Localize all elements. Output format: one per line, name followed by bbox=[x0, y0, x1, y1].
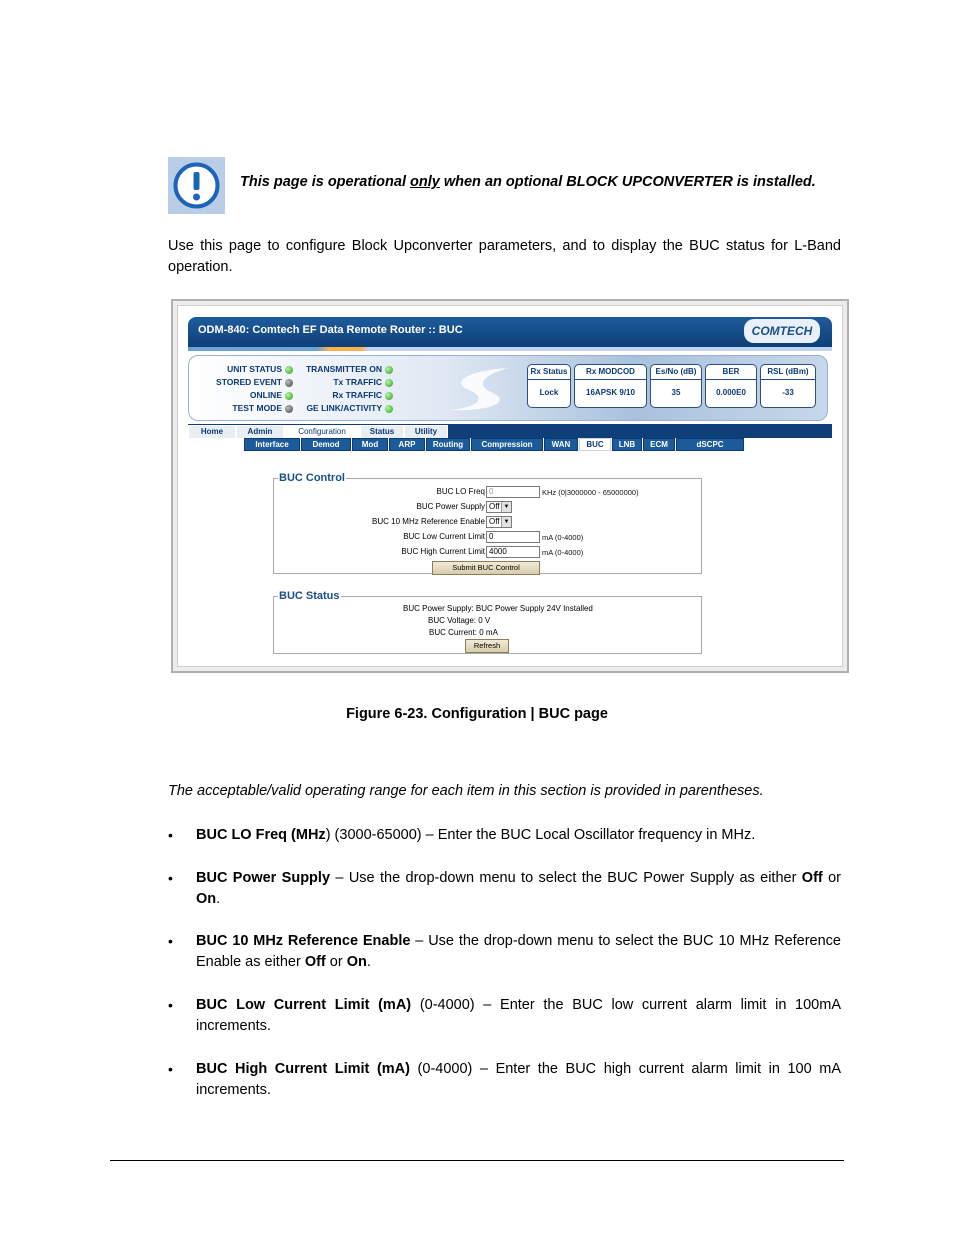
subtab-buc[interactable]: BUC bbox=[579, 438, 611, 451]
meter-ber: BER 0.000E0 bbox=[705, 364, 757, 408]
subtab-ecm[interactable]: ECM bbox=[643, 438, 675, 451]
high-limit-input[interactable]: 4000 bbox=[486, 546, 540, 558]
subtab-arp[interactable]: ARP bbox=[389, 438, 425, 451]
status-panel bbox=[188, 355, 828, 421]
window-title: ODM-840: Comtech EF Data Remote Router :: BUC bbox=[198, 324, 463, 336]
lo-freq-input[interactable]: 0 bbox=[486, 486, 540, 498]
ref-enable-select[interactable]: Off ▼ bbox=[486, 516, 512, 528]
footer-rule bbox=[110, 1160, 844, 1161]
buc-status-legend: BUC Status bbox=[279, 590, 340, 602]
subtab-mod[interactable]: Mod bbox=[352, 438, 388, 451]
main-tab-bar bbox=[188, 424, 832, 438]
figure-caption: Figure 6-23. Configuration | BUC page bbox=[346, 706, 608, 722]
meter-rsl: RSL (dBm) -33 bbox=[760, 364, 816, 408]
meter-esno: Es/No (dB) 35 bbox=[650, 364, 702, 408]
bullet-power-supply: • BUC Power Supply – Use the drop-down menu to select the BUC Power Supply as either Off or On. bbox=[168, 870, 841, 907]
lo-freq-label: BUC LO Freq bbox=[436, 487, 485, 496]
subtab-compression[interactable]: Compression bbox=[471, 438, 543, 451]
lo-freq-hint: KHz (0|3000000 - 65000000) bbox=[542, 488, 639, 497]
swoosh-graphic bbox=[439, 360, 524, 415]
led-ge-link: GE LINK/ACTIVITY bbox=[293, 403, 393, 413]
chevron-down-icon: ▼ bbox=[501, 517, 511, 527]
led-rx-traffic: Rx TRAFFIC bbox=[293, 390, 393, 400]
subtab-demod[interactable]: Demod bbox=[301, 438, 351, 451]
bullet-dot-icon: • bbox=[168, 827, 173, 843]
note-text: This page is operational only when an optional BLOCK UPCONVERTER is installed. bbox=[240, 174, 816, 190]
accent-bar bbox=[188, 347, 832, 351]
led-unit-status: UNIT STATUS bbox=[203, 364, 293, 374]
subtab-routing[interactable]: Routing bbox=[426, 438, 470, 451]
led-test-mode: TEST MODE bbox=[203, 403, 293, 413]
bullet-lo-freq: • BUC LO Freq (MHz) (3000-65000) – Enter the BUC Local Oscillator frequency in MHz. bbox=[168, 825, 841, 846]
range-note: The acceptable/valid operating range for each item in this section is provided in parentheses. bbox=[168, 783, 764, 799]
subtab-lnb[interactable]: LNB bbox=[612, 438, 642, 451]
tab-utility[interactable]: Utility bbox=[404, 425, 448, 439]
ref-enable-label: BUC 10 MHz Reference Enable bbox=[372, 517, 485, 526]
bullet-dot-icon: • bbox=[168, 933, 173, 949]
bullet-high-limit: • BUC High Current Limit (mA) (0-4000) – Enter the BUC high current alarm limit in 100 mA increments. bbox=[168, 1061, 841, 1098]
buc-control-form bbox=[273, 484, 700, 574]
led-stored-event: STORED EVENT bbox=[203, 377, 293, 387]
title-bar bbox=[188, 317, 832, 347]
meter-rx-status: Rx Status Lock bbox=[527, 364, 571, 408]
tab-admin[interactable]: Admin bbox=[236, 425, 284, 439]
tab-home[interactable]: Home bbox=[188, 425, 236, 439]
led-transmitter-on: TRANSMITTER ON bbox=[293, 364, 393, 374]
low-limit-label: BUC Low Current Limit bbox=[403, 532, 485, 541]
important-note-icon bbox=[168, 157, 225, 214]
bullet-dot-icon: • bbox=[168, 870, 173, 886]
low-limit-input[interactable]: 0 bbox=[486, 531, 540, 543]
buc-status-voltage: BUC Voltage: 0 V bbox=[428, 616, 491, 625]
buc-status-current: BUC Current: 0 mA bbox=[429, 628, 498, 637]
meter-rx-modcod: Rx MODCOD 16APSK 9/10 bbox=[574, 364, 647, 408]
chevron-down-icon: ▼ bbox=[501, 502, 511, 512]
high-limit-label: BUC High Current Limit bbox=[401, 547, 485, 556]
refresh-button[interactable]: Refresh bbox=[465, 639, 509, 653]
power-supply-label: BUC Power Supply bbox=[416, 502, 485, 511]
bullet-low-limit: • BUC Low Current Limit (mA) (0-4000) – Enter the BUC low current alarm limit in 100mA increments. bbox=[168, 997, 842, 1034]
tab-status[interactable]: Status bbox=[360, 425, 404, 439]
led-online: ONLINE bbox=[203, 390, 293, 400]
power-supply-select[interactable]: Off ▼ bbox=[486, 501, 512, 513]
bullet-dot-icon: • bbox=[168, 1061, 173, 1077]
high-limit-hint: mA (0-4000) bbox=[542, 548, 584, 557]
low-limit-hint: mA (0-4000) bbox=[542, 533, 584, 542]
bullet-dot-icon: • bbox=[168, 997, 173, 1013]
buc-page-screenshot bbox=[171, 299, 849, 673]
intro-paragraph: Use this page to configure Block Upconverter parameters, and to display the BUC status for L-Band operation. bbox=[168, 238, 841, 275]
subtab-interface[interactable]: Interface bbox=[244, 438, 300, 451]
bullet-ref-enable: • BUC 10 MHz Reference Enable – Use the drop-down menu to select the BUC 10 MHz Reference Enable as either Off or On. bbox=[168, 933, 841, 970]
comtech-logo: COMTECH bbox=[744, 319, 820, 343]
buc-status-power-supply: BUC Power Supply: BUC Power Supply 24V Installed bbox=[403, 604, 593, 613]
tab-configuration[interactable]: Configuration bbox=[284, 425, 360, 439]
buc-control-legend: BUC Control bbox=[279, 472, 345, 484]
subtab-wan[interactable]: WAN bbox=[544, 438, 578, 451]
subtab-dscpc[interactable]: dSCPC bbox=[676, 438, 744, 451]
submit-buc-control-button[interactable]: Submit BUC Control bbox=[432, 561, 540, 575]
led-tx-traffic: Tx TRAFFIC bbox=[293, 377, 393, 387]
